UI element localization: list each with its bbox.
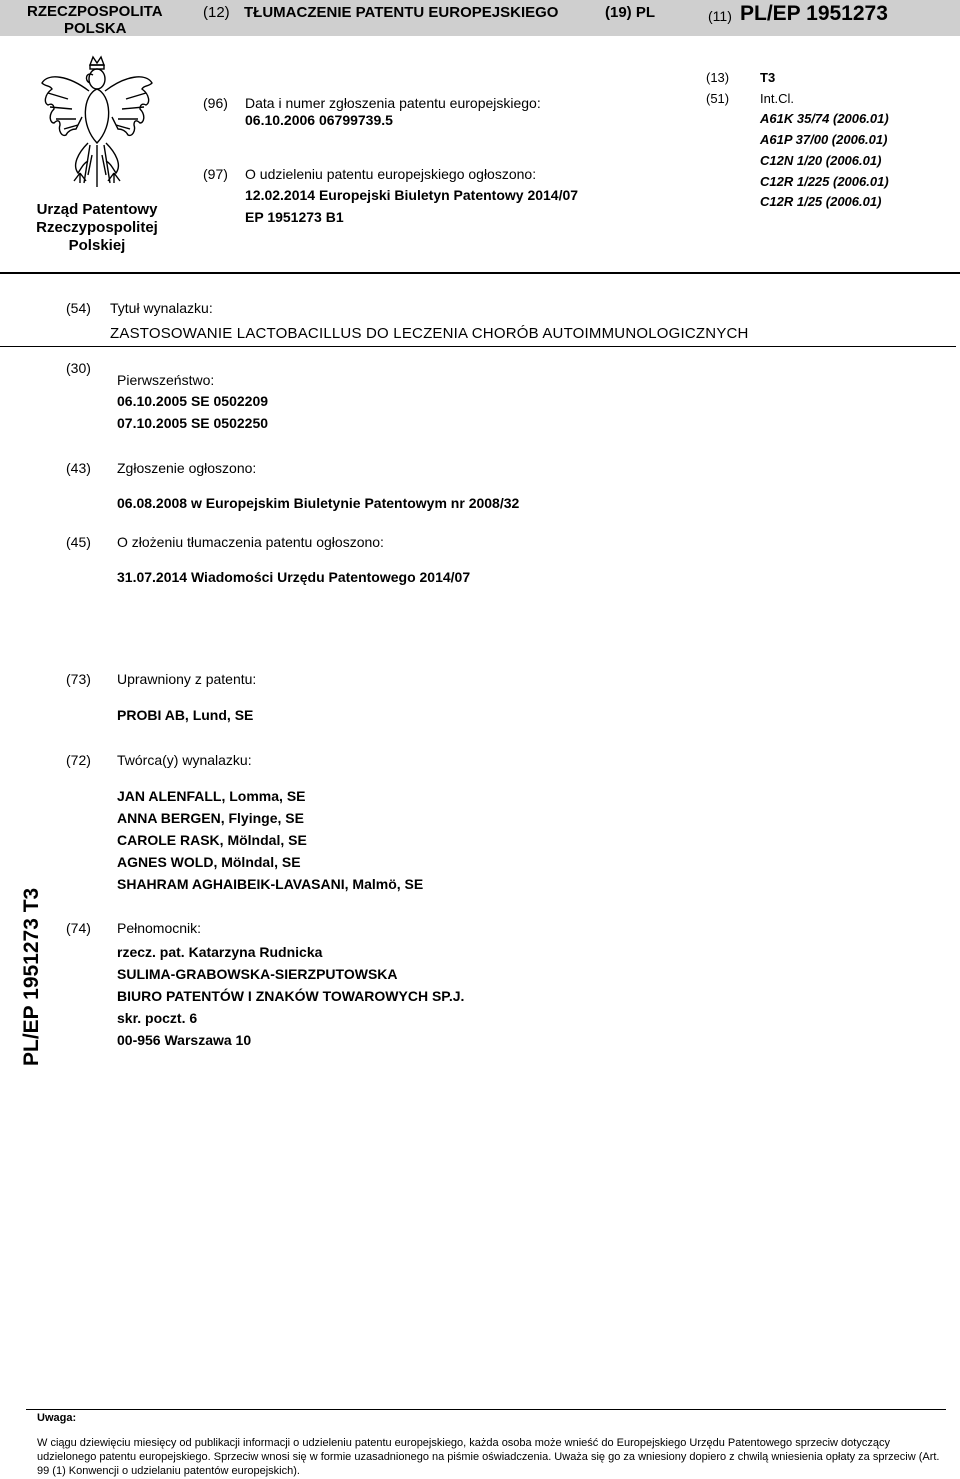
side-patent-label: PL/EP 1951273 T3 — [20, 887, 43, 1066]
grant-label: O udzieleniu patentu europejskiego ogłoszono: — [245, 166, 537, 182]
code-51: (51) — [706, 91, 730, 106]
attorney-line: 00-956 Warszawa 10 — [117, 1032, 252, 1048]
office-line-3: Polskiej — [68, 237, 126, 254]
footer-note: W ciągu dziewięciu miesięcy od publikacji informacji o udzieleniu patentu europejskiego, każda osoba może wnieść do Europejskiego Urzędu Patentowego sprzeciw dotyczący udzielonego patentu europejskiego. Sprzeciw wnosi się w formie uzasadnionego na piśmie oświadczenia. Uważa się go za wniesiony dopiero z chwilą wniesienia opłaty za sprzeciw (Art. 99 (1) Konwencji o udzielaniu patentów europejskich). — [37, 1437, 940, 1477]
attorney-line: SULIMA-GRABOWSKA-SIERZPUTOWSKA — [117, 966, 398, 982]
office-line-2: Rzeczypospolitej — [36, 219, 158, 236]
code-11: (11) — [708, 8, 732, 24]
divider-title — [0, 346, 956, 347]
document-type: TŁUMACZENIE PATENTU EUROPEJSKIEGO — [244, 4, 559, 21]
code-73: (73) — [66, 671, 91, 687]
inventor-item: JAN ALENFALL, Lomma, SE — [117, 788, 306, 804]
owner-label: Uprawniony z patentu: — [117, 671, 257, 687]
attorney-line: skr. poczt. 6 — [117, 1010, 198, 1026]
kind-code: T3 — [760, 70, 776, 85]
divider-top — [0, 272, 960, 274]
filing-label: Data i numer zgłoszenia patentu europejskiego: — [245, 95, 541, 111]
code-72: (72) — [66, 752, 91, 768]
filing-value: 06.10.2006 06799739.5 — [245, 112, 393, 128]
publication-label: Zgłoszenie ogłoszono: — [117, 460, 257, 476]
priority-label: Pierwszeństwo: — [117, 372, 215, 388]
translation-label: O złożeniu tłumaczenia patentu ogłoszono: — [117, 534, 384, 550]
priority-item: 07.10.2005 SE 0502250 — [117, 415, 269, 431]
code-45: (45) — [66, 534, 91, 550]
priority-item: 06.10.2005 SE 0502209 — [117, 393, 269, 409]
attorney-label: Pełnomocnik: — [117, 920, 202, 936]
inventor-item: ANNA BERGEN, Flyinge, SE — [117, 810, 304, 826]
inventor-item: SHAHRAM AGHAIBEIK-LAVASANI, Malmö, SE — [117, 876, 424, 892]
inventor-item: CAROLE RASK, Mölndal, SE — [117, 832, 307, 848]
class-item: A61P 37/00 (2006.01) — [760, 132, 888, 147]
inventor-item: AGNES WOLD, Mölndal, SE — [117, 854, 301, 870]
code-19: (19) PL — [605, 4, 656, 21]
code-13: (13) — [706, 70, 730, 85]
class-item: C12R 1/225 (2006.01) — [760, 174, 889, 189]
country-name: RZECZPOSPOLITA — [27, 3, 163, 20]
class-item: C12N 1/20 (2006.01) — [760, 153, 882, 168]
footer-heading: Uwaga: — [37, 1412, 77, 1424]
intcl-label: Int.Cl. — [760, 91, 794, 106]
code-43: (43) — [66, 460, 91, 476]
translation-value: 31.07.2014 Wiadomości Urzędu Patentowego 2014/07 — [117, 569, 471, 585]
code-97: (97) — [203, 166, 228, 182]
publication-value: 06.08.2008 w Europejskim Biuletynie Patentowym nr 2008/32 — [117, 495, 520, 511]
code-74: (74) — [66, 920, 91, 936]
eagle-emblem-icon — [38, 55, 156, 193]
code-96: (96) — [203, 95, 228, 111]
patent-number: PL/EP 1951273 — [740, 2, 888, 25]
inventors-label: Twórca(y) wynalazku: — [117, 752, 252, 768]
code-54: (54) — [66, 300, 91, 316]
code-30: (30) — [66, 360, 91, 376]
class-item: C12R 1/25 (2006.01) — [760, 194, 882, 209]
title-label: Tytuł wynalazku: — [110, 300, 213, 316]
owner-value: PROBI AB, Lund, SE — [117, 707, 254, 723]
grant-ep-number: EP 1951273 B1 — [245, 209, 344, 225]
grant-value: 12.02.2014 Europejski Biuletyn Patentowy 2014/07 — [245, 187, 579, 203]
attorney-line: BIURO PATENTÓW I ZNAKÓW TOWAROWYCH SP.J. — [117, 988, 465, 1004]
invention-title: ZASTOSOWANIE LACTOBACILLUS DO LECZENIA CHORÓB AUTOIMMUNOLOGICZNYCH — [110, 325, 749, 342]
divider-footer — [26, 1409, 946, 1410]
class-item: A61K 35/74 (2006.01) — [760, 111, 889, 126]
country-name-2: POLSKA — [64, 20, 127, 37]
attorney-line: rzecz. pat. Katarzyna Rudnicka — [117, 944, 323, 960]
office-line-1: Urząd Patentowy — [36, 201, 158, 218]
code-12: (12) — [203, 4, 230, 21]
